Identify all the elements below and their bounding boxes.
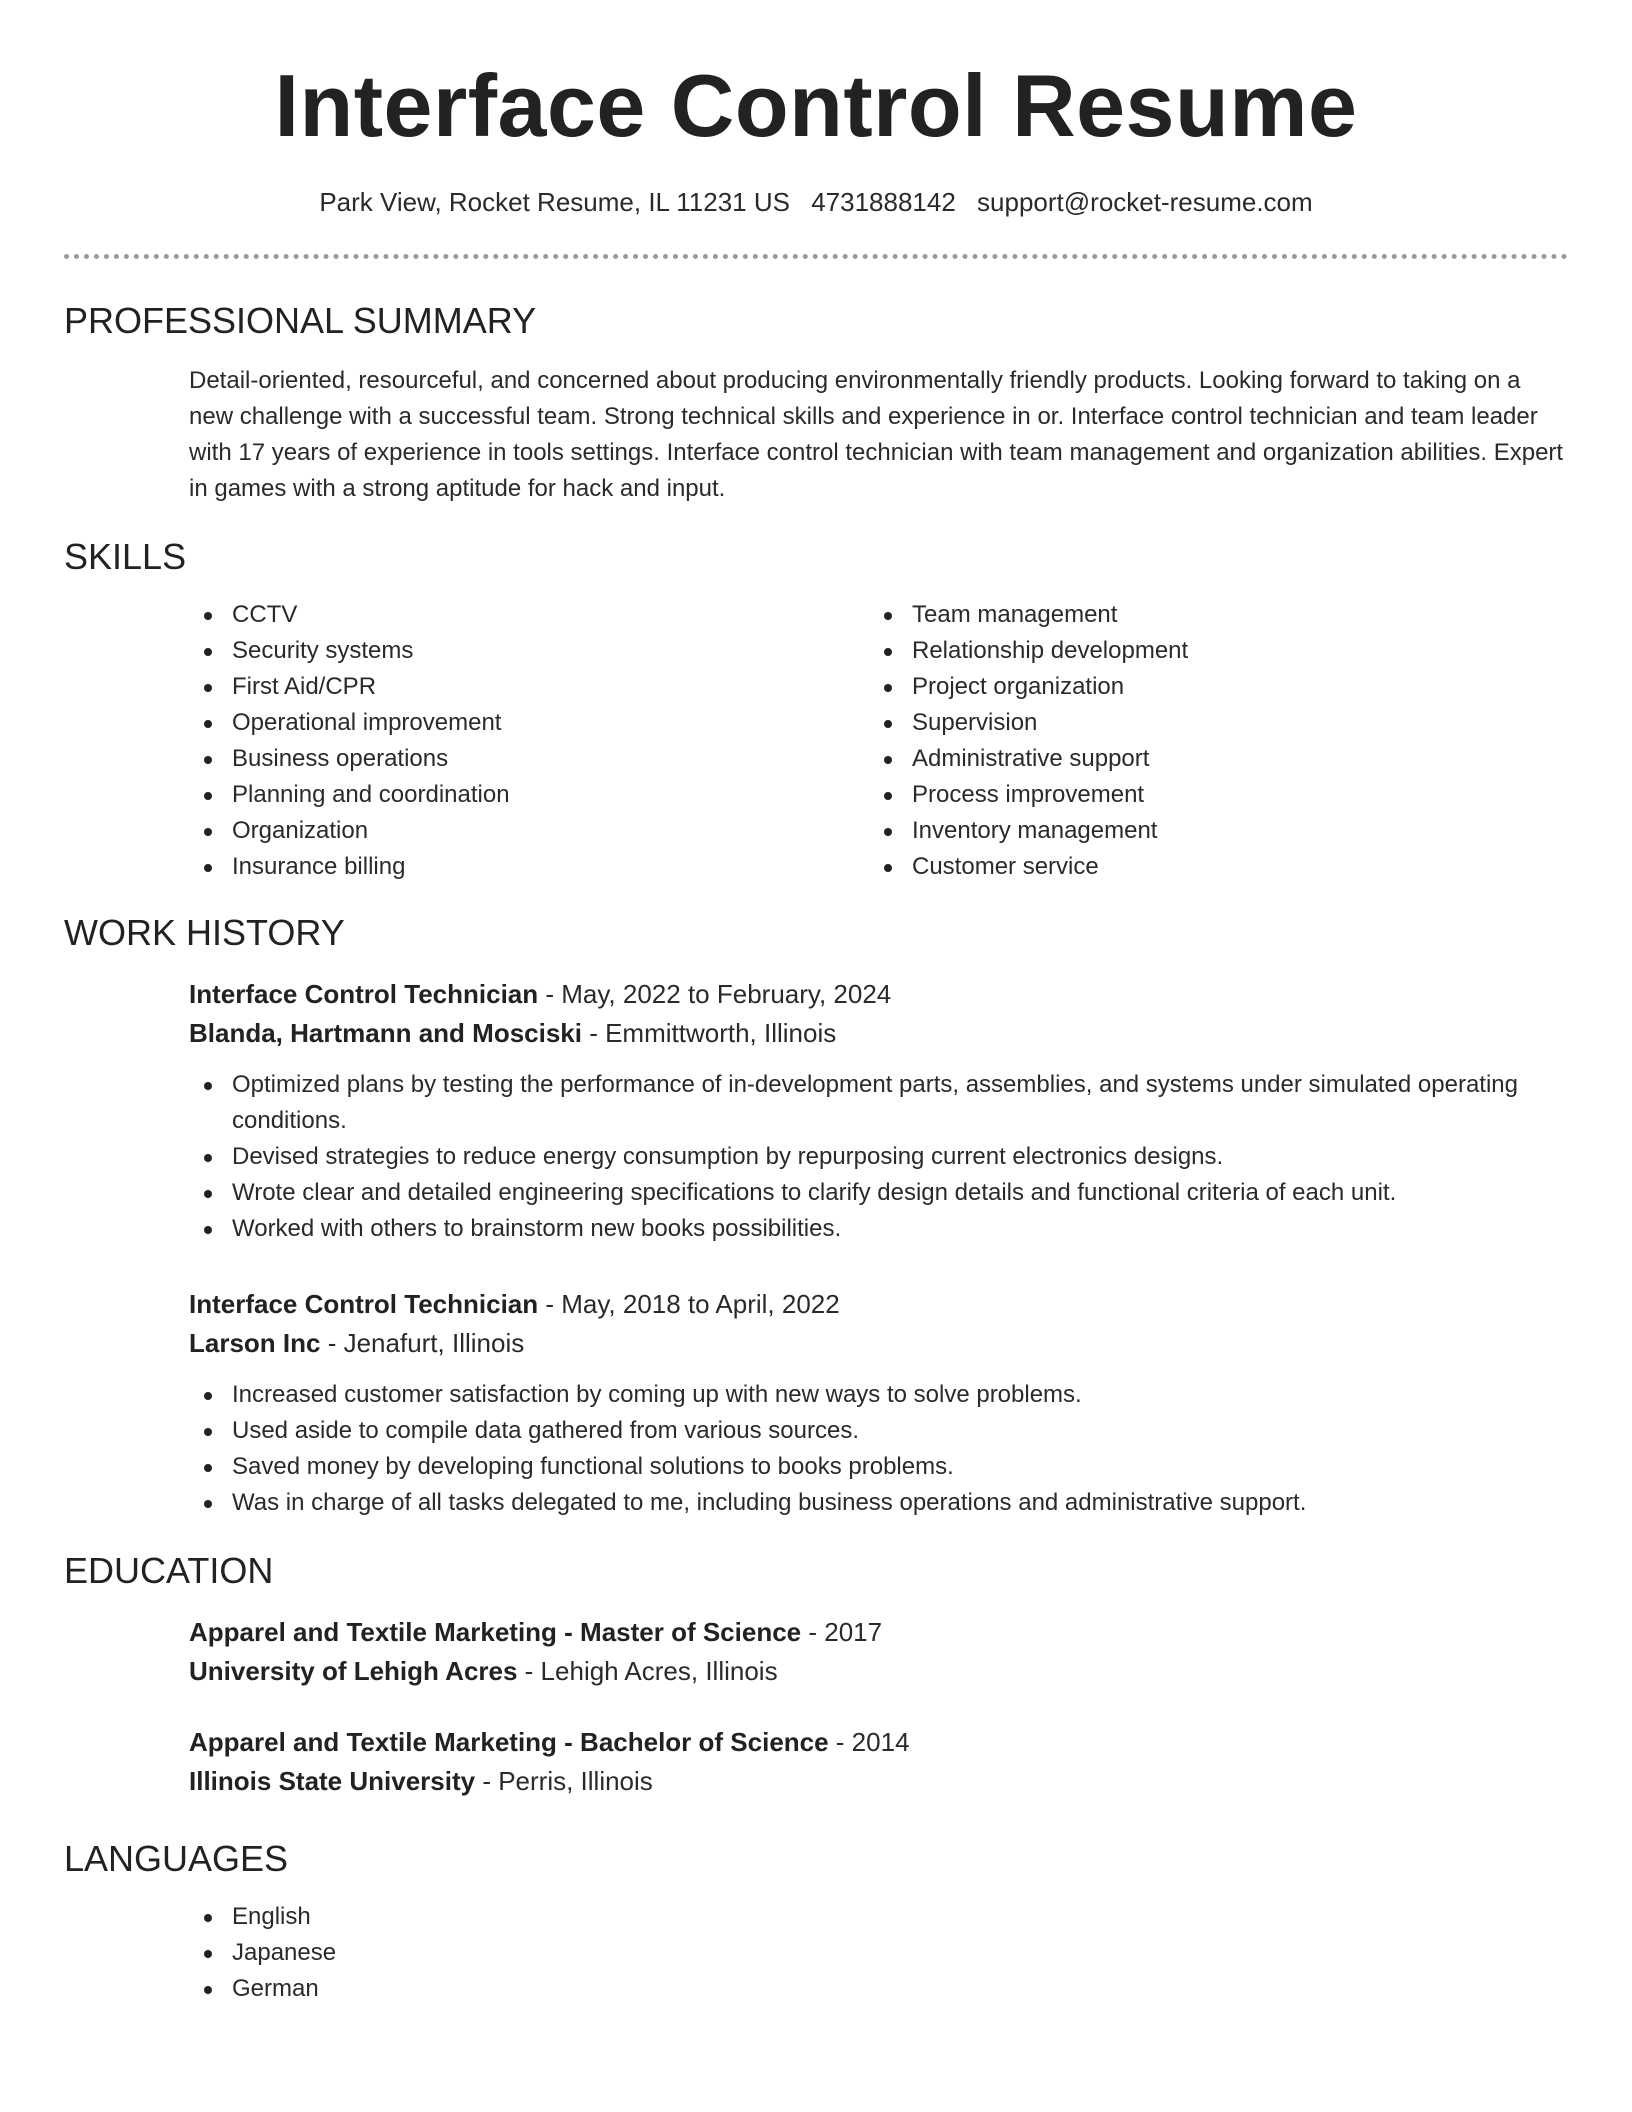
job-role: Interface Control Technician: [189, 979, 539, 1009]
education-location: - Lehigh Acres, Illinois: [517, 1656, 778, 1686]
languages-list: [189, 1899, 1568, 2007]
contact-address: Park View, Rocket Resume, IL 11231 US: [319, 187, 790, 217]
job-bullet: Used aside to compile data gathered from various sources.: [189, 1413, 1568, 1449]
skill-item: CCTV: [189, 597, 869, 633]
skill-item: Supervision: [869, 705, 1549, 741]
skill-item: Project organization: [869, 669, 1549, 705]
job-entry: [189, 975, 1568, 1247]
job-entry: [189, 1285, 1568, 1521]
job-location: - Emmittworth, Illinois: [581, 1018, 837, 1048]
work-history-section: [64, 911, 1568, 1521]
section-title-education: EDUCATION: [64, 1550, 274, 1591]
job-bullet: Was in charge of all tasks delegated to me, including business operations and administrative support.: [189, 1485, 1568, 1521]
education-school: University of Lehigh Acres: [189, 1656, 518, 1686]
skill-item: Team management: [869, 597, 1549, 633]
job-bullets: [189, 1377, 1568, 1521]
job-dates: - May, 2022 to February, 2024: [538, 979, 892, 1009]
job-bullet: Wrote clear and detailed engineering specifications to clarify design details and functional criteria of each unit.: [189, 1175, 1568, 1211]
summary-text: Detail-oriented, resourceful, and concerned about producing environmentally friendly products. Looking forward to taking on a new challenge with a successful team. Strong technical skills and experience in or. Interface control technician and team leader with 17 years of experience in tools settings. Interface control technician with team management and organization abilities. Expert in games with a strong aptitude for hack and input.: [189, 367, 1564, 502]
section-title-summary: PROFESSIONAL SUMMARY: [64, 300, 537, 341]
job-bullets: [189, 1067, 1568, 1247]
skill-item: Organization: [189, 813, 869, 849]
section-title-work: WORK HISTORY: [64, 912, 345, 953]
education-year: - 2017: [801, 1617, 883, 1647]
job-location: - Jenafurt, Illinois: [320, 1328, 525, 1358]
section-title-languages: LANGUAGES: [64, 1838, 289, 1879]
job-bullet: Increased customer satisfaction by coming up with new ways to solve problems.: [189, 1377, 1568, 1413]
education-entry: [189, 1613, 1568, 1691]
skill-item: First Aid/CPR: [189, 669, 869, 705]
skill-item: Insurance billing: [189, 849, 869, 885]
job-company-line: [189, 1014, 1568, 1053]
contact-email[interactable]: support@rocket-resume.com: [977, 187, 1313, 217]
job-bullet: Worked with others to brainstorm new books possibilities.: [189, 1211, 1568, 1247]
education-school-line: [189, 1652, 1568, 1691]
job-bullet: Devised strategies to reduce energy consumption by repurposing current electronics designs.: [189, 1139, 1568, 1175]
skills-list-right: [869, 597, 1549, 885]
job-bullet: Optimized plans by testing the performance of in-development parts, assemblies, and systems under simulated operating conditions.: [189, 1067, 1568, 1139]
skill-item: Process improvement: [869, 777, 1549, 813]
job-company: Larson Inc: [189, 1328, 321, 1358]
job-role: Interface Control Technician: [189, 1289, 539, 1319]
contact-line: [64, 184, 1568, 220]
section-title-skills: SKILLS: [64, 536, 187, 577]
professional-summary-section: [64, 299, 1568, 507]
languages-section: [64, 1837, 1568, 2007]
skill-item: Relationship development: [869, 633, 1549, 669]
education-school: Illinois State University: [189, 1766, 476, 1796]
education-entry: [189, 1723, 1568, 1801]
education-degree: Apparel and Textile Marketing - Bachelor of Science: [189, 1727, 829, 1757]
language-item: Japanese: [189, 1935, 1568, 1971]
skill-item: Operational improvement: [189, 705, 869, 741]
job-title-line: [189, 1285, 1568, 1324]
header-divider: [64, 254, 1568, 259]
education-degree-line: [189, 1613, 1568, 1652]
skill-item: Customer service: [869, 849, 1549, 885]
education-school-line: [189, 1762, 1568, 1801]
skills-list-left: [189, 597, 869, 885]
education-year: - 2014: [828, 1727, 910, 1757]
education-location: - Perris, Illinois: [475, 1766, 653, 1796]
contact-phone: 4731888142: [811, 187, 956, 217]
education-section: [64, 1549, 1568, 1801]
job-title-line: [189, 975, 1568, 1014]
skill-item: Inventory management: [869, 813, 1549, 849]
skills-columns: [189, 597, 1568, 885]
language-item: English: [189, 1899, 1568, 1935]
skill-item: Planning and coordination: [189, 777, 869, 813]
education-degree: Apparel and Textile Marketing - Master of Science: [189, 1617, 802, 1647]
skill-item: Administrative support: [869, 741, 1549, 777]
job-company: Blanda, Hartmann and Mosciski: [189, 1018, 582, 1048]
education-degree-line: [189, 1723, 1568, 1762]
job-bullet: Saved money by developing functional solutions to books problems.: [189, 1449, 1568, 1485]
skills-section: [64, 535, 1568, 885]
skill-item: Business operations: [189, 741, 869, 777]
language-item: German: [189, 1971, 1568, 2007]
job-company-line: [189, 1324, 1568, 1363]
skill-item: Security systems: [189, 633, 869, 669]
job-dates: - May, 2018 to April, 2022: [538, 1289, 840, 1319]
resume-name: Interface Control Resume: [274, 56, 1358, 155]
